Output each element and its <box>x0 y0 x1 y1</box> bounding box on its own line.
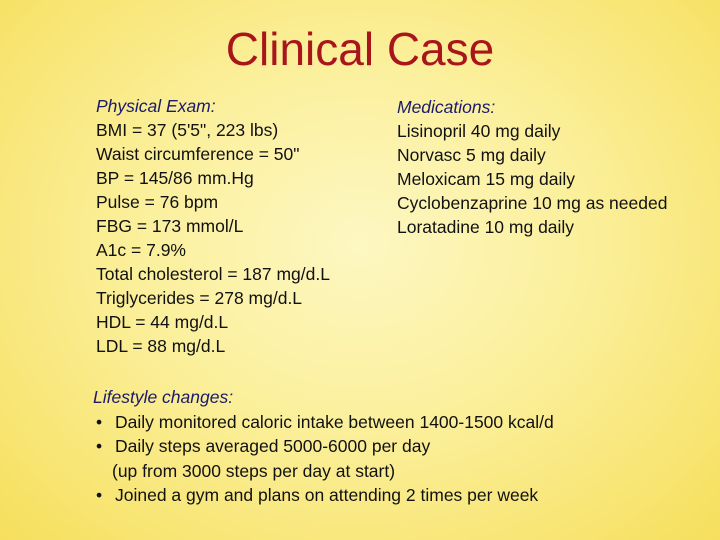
bullet-icon: • <box>96 436 103 456</box>
exam-line: LDL = 88 mg/d.L <box>96 336 226 356</box>
medication-line: Norvasc 5 mg daily <box>397 145 546 165</box>
physical-exam-section <box>96 94 330 358</box>
medication-line: Lisinopril 40 mg daily <box>397 121 561 141</box>
physical-exam-header: Physical Exam: <box>96 96 216 116</box>
exam-line: BMI = 37 (5'5", 223 lbs) <box>96 120 279 140</box>
lifestyle-header: Lifestyle changes: <box>93 387 234 407</box>
lifestyle-item <box>93 434 554 459</box>
exam-line: A1c = 7.9% <box>96 240 186 260</box>
exam-line: Total cholesterol = 187 mg/d.L <box>96 264 330 284</box>
lifestyle-item-text: Daily monitored caloric intake between 1400-1500 kcal/d <box>115 411 554 432</box>
exam-line: Triglycerides = 278 mg/d.L <box>96 288 303 308</box>
medications-section <box>397 95 667 239</box>
exam-line: HDL = 44 mg/d.L <box>96 312 229 332</box>
medication-line: Loratadine 10 mg daily <box>397 217 575 237</box>
lifestyle-item <box>93 410 554 435</box>
exam-line: Waist circumference = 50" <box>96 144 300 164</box>
bullet-icon: • <box>96 485 103 505</box>
slide-title: Clinical Case <box>225 23 495 75</box>
medication-line: Meloxicam 15 mg daily <box>397 169 575 189</box>
exam-line: Pulse = 76 bpm <box>96 192 219 212</box>
lifestyle-item-text: Daily steps averaged 5000-6000 per day <box>115 436 431 456</box>
lifestyle-item <box>93 483 554 508</box>
lifestyle-item-text: Joined a gym and plans on attending 2 times per week <box>115 485 539 505</box>
lifestyle-item-continuation: (up from 3000 steps per day at start) <box>112 460 396 481</box>
medication-line: Cyclobenzaprine 10 mg as needed <box>397 193 668 213</box>
medications-header: Medications: <box>397 97 496 117</box>
bullet-icon: • <box>96 411 103 432</box>
lifestyle-section <box>93 385 554 508</box>
exam-line: FBG = 173 mmol/L <box>96 216 244 236</box>
exam-line: BP = 145/86 mm.Hg <box>96 168 254 188</box>
